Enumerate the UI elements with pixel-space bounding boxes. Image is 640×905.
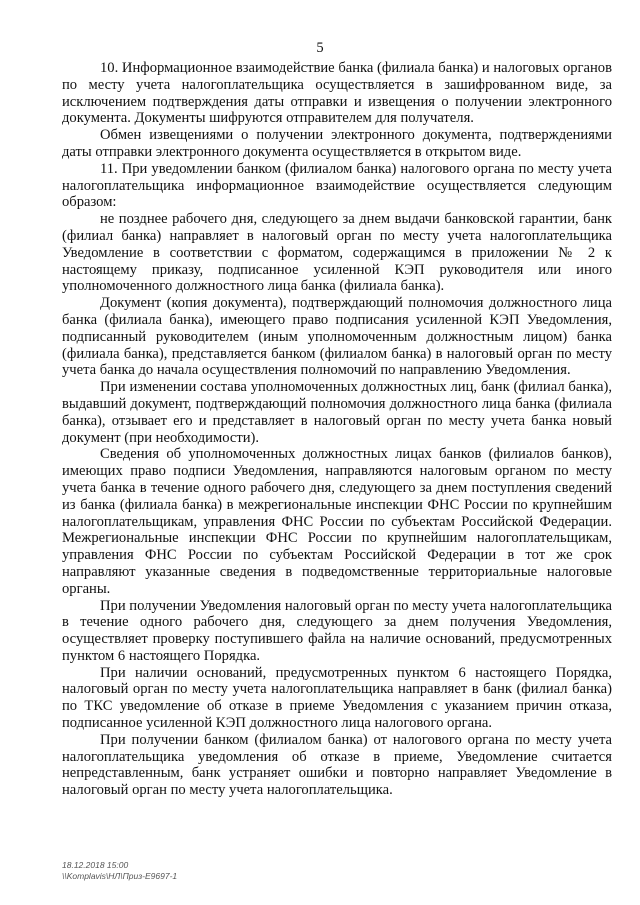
document-body [62,60,612,799]
footer-file-path: \\Komplavis\НЛ\Приз-E9697-1 [62,871,178,881]
paragraph-staff-change: При изменении состава уполномоченных должностных лиц, банк (филиал банка), выдавший документ, подтверждающий полномочия должностного лица банка (филиала банка), отзывает его и представляет в налоговый орган по месту учета банка новый документ (при необходимости). [62,379,612,446]
paragraph-authorized-persons: Сведения об уполномоченных должностных лицах банков (филиалов банков), имеющих право подписи Уведомления, направляются налоговым органом по месту учета банка в течение одного рабочего дня, следующего за днем поступления сведений из банка (филиала банка) в межрегиональные инспекции ФНС России по крупнейшим налогоплательщикам, управления ФНС России по субъектам Российской Федерации. Межрегиональные инспекции ФНС России по крупнейшим налогоплательщикам, управления ФНС России по субъектам Российской Федерации в тот же срок направляют указанные сведения в подведомственные территориальные налоговые органы. [62,446,612,597]
paragraph-refusal: При наличии оснований, предусмотренных пунктом 6 настоящего Порядка, налоговый орган по месту учета налогоплательщика направляет в банк (филиал банка) по ТКС уведомление об отказе в приеме Уведомления с указанием причин отказа, подписанное усиленной КЭП должностного лица налогового органа. [62,664,612,732]
paragraph-10-encryption: 10. Информационное взаимодействие банка (филиала банка) и налоговых органов по месту учета налогоплательщика осуществляется в зашифрованном виде, за исключением подтверждения даты отправки и извещения о получении электронного документа. Документы шифруются отправителем для получателя. [62,60,612,127]
paragraph-authority-document: Документ (копия документа), подтверждающий полномочия должностного лица банка (филиала банка), имеющего право подписания усиленной КЭП Уведомления, подписанный руководителем (иным уполномоченным должностным лицом) банка (филиала банка), представляется банком (филиалом банка) в налоговый орган по месту учета банка до начала осуществления полномочий по направлению Уведомления. [62,295,612,379]
paragraph-deadline: не позднее рабочего дня, следующего за днем выдачи банковской гарантии, банк (филиал банка) направляет в налоговый орган по месту учета налогоплательщика Уведомление в соответствии с форматом, содержащимся в приложении № 2 к настоящему приказу, подписанное усиленной КЭП руководителя или иного уполномоченного должностного лица банка (филиала банка). [62,211,612,295]
page-number: 5 [316,40,324,56]
paragraph-receipt-check: При получении Уведомления налоговый орган по месту учета налогоплательщика в течение одного рабочего дня, следующего за днем получения Уведомления, осуществляет проверку поступившего файла на наличие оснований, предусмотренных пунктом 6 настоящего Порядка. [62,597,612,664]
paragraph-notification-exchange: Обмен извещениями о получении электронного документа, подтверждениями даты отправки электронного документа осуществляется в открытом виде. [62,127,612,160]
paragraph-resubmission: При получении банком (филиалом банка) от налогового органа по месту учета налогоплательщика уведомления об отказе в приеме, Уведомление считается непредставленным, банк устраняет ошибки и повторно направляет Уведомление в налоговый орган по месту учета налогоплательщика. [62,731,612,799]
footer-stamp [62,860,177,882]
footer-timestamp: 18.12.2018 15:00 [62,860,129,870]
paragraph-11-procedure: 11. При уведомлении банком (филиалом банка) налогового органа по месту учета налогоплательщика информационное взаимодействие осуществляется следующим образом: [62,160,612,211]
